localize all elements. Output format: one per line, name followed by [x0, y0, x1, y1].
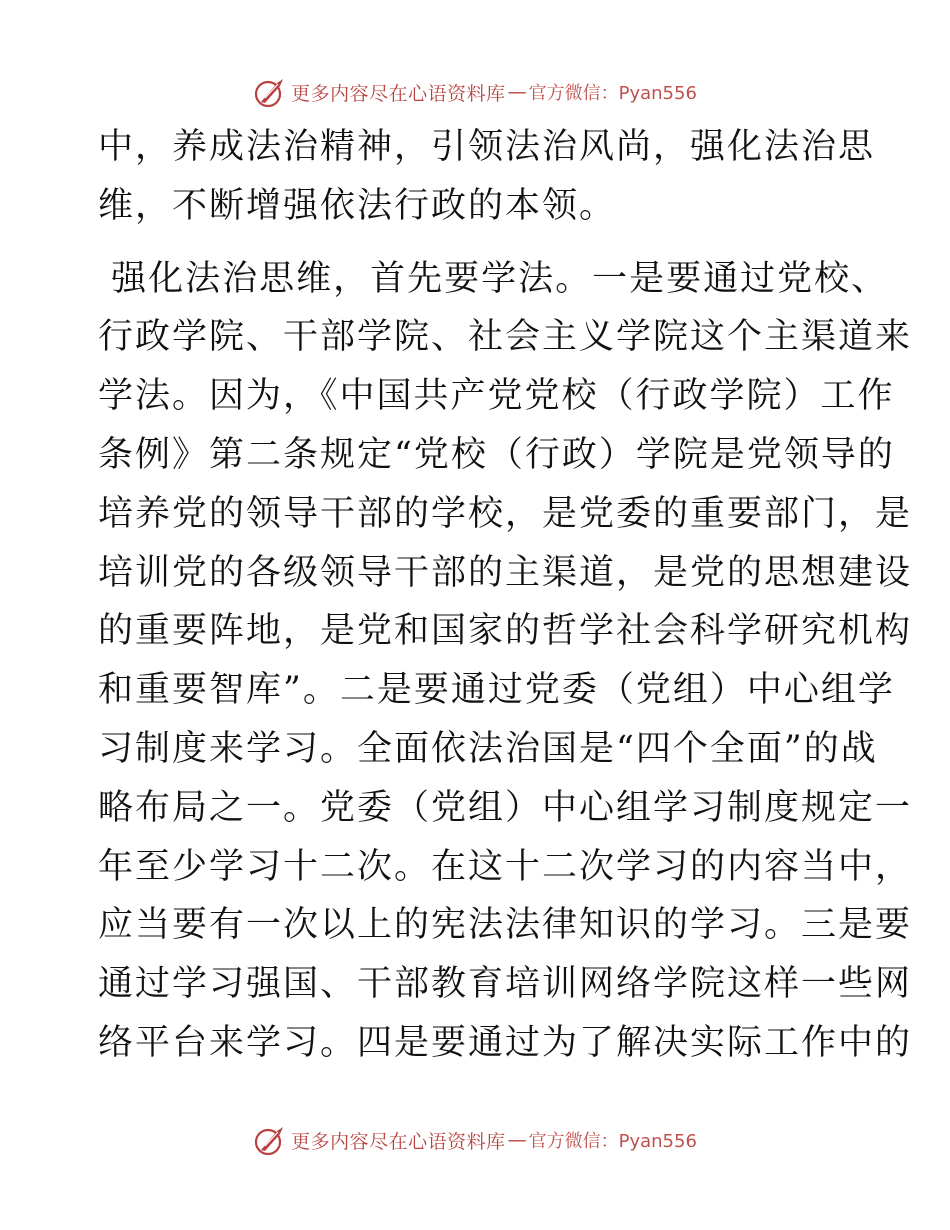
text-line: 学法。因为，《中国共产党党校（行政学院）工作 [98, 376, 895, 417]
text-line: 培训党的各级领导干部的主渠道，是党的思想建设 [98, 552, 913, 593]
header-banner [0, 72, 950, 112]
paragraph-1 [98, 118, 876, 236]
header-contact-text: 官方微信：Pyan556 [528, 83, 697, 104]
text-line: 行政学院、干部学院、社会主义学院这个主渠道来 [98, 317, 913, 358]
text-line: 培养党的领导干部的学校，是党委的重要部门，是 [98, 493, 913, 534]
text-line: 中，养成法治精神，引领法治风尚，强化法治思 [98, 127, 876, 167]
document-body [98, 118, 913, 1073]
text-line: 略布局之一。党委（党组）中心组学习制度规定一 [98, 787, 913, 828]
feather-pen-logo-icon [253, 75, 287, 109]
feather-pen-logo-icon [253, 1123, 287, 1157]
text-line: 的重要阵地，是党和国家的哲学社会科学研究机构 [98, 611, 913, 652]
footer-brand-text: 更多内容尽在心语资料库 [291, 1130, 506, 1153]
text-line: 和重要智库”。二是要通过党委（党组）中心组学 [98, 670, 895, 711]
text-line: 络平台来学习。四是要通过为了解决实际工作中的 [98, 1022, 913, 1063]
text-line: 应当要有一次以上的宪法法律知识的学习。三是要 [98, 905, 913, 946]
footer-banner [0, 1120, 950, 1160]
header-brand-text: 更多内容尽在心语资料库 [291, 82, 506, 105]
paragraph-2 [98, 250, 913, 1073]
text-line: 通过学习强国、干部教育培训网络学院这样一些网 [98, 964, 913, 1005]
header-dash: — [507, 81, 527, 103]
footer-dash: — [507, 1129, 527, 1151]
text-line: 维，不断增强依法行政的本领。 [98, 185, 617, 226]
text-line: 强化法治思维，首先要学法。一是要通过党校、 [98, 258, 889, 299]
text-line: 年至少学习十二次。在这十二次学习的内容当中， [98, 846, 913, 887]
text-line: 习制度来学习。全面依法治国是“四个全面”的战 [98, 728, 878, 769]
footer-contact-text: 官方微信：Pyan556 [528, 1131, 697, 1152]
text-line: 条例》第二条规定“党校（行政）学院是党领导的 [98, 434, 895, 475]
